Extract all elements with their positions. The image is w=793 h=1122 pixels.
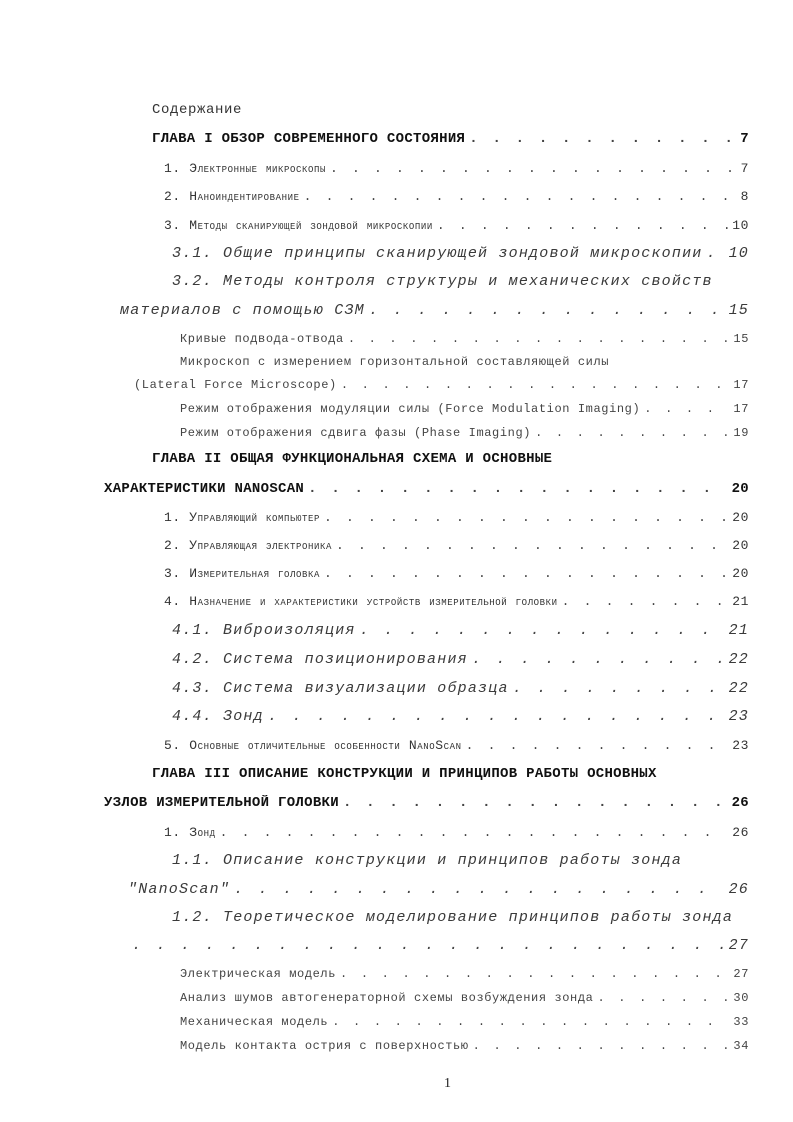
dot-leader bbox=[469, 131, 736, 147]
toc-title: Содержание bbox=[152, 102, 243, 118]
toc-entry-page: 22 bbox=[728, 680, 749, 697]
dot-leader bbox=[369, 302, 725, 319]
dot-leader bbox=[324, 510, 728, 525]
toc-entry-section[interactable] bbox=[164, 189, 749, 204]
dot-leader bbox=[473, 1039, 730, 1053]
dot-leader bbox=[268, 708, 725, 725]
toc-entry-section[interactable] bbox=[164, 218, 749, 233]
dot-leader bbox=[472, 651, 725, 668]
toc-entry-page: 26 bbox=[728, 881, 749, 898]
toc-entry-section[interactable] bbox=[164, 510, 749, 525]
toc-entry-text: "NanoScan" bbox=[128, 881, 231, 898]
toc-entry-section[interactable] bbox=[164, 825, 749, 840]
toc-entry-item-line1[interactable]: Микроскоп с измерением горизонтальной составляющей силы bbox=[180, 355, 610, 369]
toc-entry-page: 20 bbox=[732, 566, 749, 581]
dot-leader bbox=[348, 332, 730, 346]
dot-leader bbox=[466, 738, 729, 753]
toc-entry-section[interactable] bbox=[164, 566, 749, 581]
toc-entry-text: Модель контакта острия с поверхностью bbox=[180, 1039, 469, 1053]
toc-entry-page: 21 bbox=[732, 594, 749, 609]
toc-entry-page: 27 bbox=[733, 967, 749, 981]
toc-entry-page: 7 bbox=[740, 131, 749, 147]
toc-entry-subsection-line1[interactable]: 1.1. Описание конструкции и принципов работы зонда bbox=[172, 852, 683, 869]
toc-entry-subsection[interactable] bbox=[172, 245, 749, 262]
toc-entry-text: 1. Управляющий компьютер bbox=[164, 510, 321, 525]
toc-entry-text: 2. Наноиндентирование bbox=[164, 189, 300, 204]
dot-leader bbox=[324, 566, 728, 581]
dot-leader bbox=[336, 538, 728, 553]
toc-entry-section[interactable] bbox=[164, 161, 749, 176]
toc-entry-subsection[interactable] bbox=[172, 680, 749, 697]
toc-entry-text: 4. Назначение и характеристики устройств измерительной головки bbox=[164, 594, 558, 609]
dot-leader bbox=[706, 245, 724, 262]
toc-entry-text: 4.4. Зонд bbox=[172, 708, 264, 725]
dot-leader bbox=[340, 967, 729, 981]
toc-entry-text: Режим отображения модуляции силы (Force Modulation Imaging) bbox=[180, 402, 641, 416]
toc-entry-chapter-2-line1[interactable]: ГЛАВА II ОБЩАЯ ФУНКЦИОНАЛЬНАЯ СХЕМА И ОСНОВНЫЕ bbox=[152, 451, 553, 467]
toc-entry-text: 4.3. Система визуализации образца bbox=[172, 680, 509, 697]
dot-leader bbox=[513, 680, 725, 697]
dot-leader bbox=[437, 218, 728, 233]
toc-entry-page: 20 bbox=[731, 481, 749, 497]
dot-leader bbox=[234, 881, 725, 898]
toc-entry-page: 15 bbox=[733, 332, 749, 346]
toc-entry-page: 21 bbox=[728, 622, 749, 639]
toc-entry-text: 5. Основные отличительные особенности NanoScan bbox=[164, 738, 462, 753]
toc-entry-page: 34 bbox=[733, 1039, 749, 1053]
toc-entry-text: 3. Методы сканирующей зондовой микроскопии bbox=[164, 218, 433, 233]
dot-leader bbox=[304, 189, 737, 204]
toc-entry-page: 15 bbox=[728, 302, 749, 319]
toc-entry-text: (Lateral Force Microscope) bbox=[134, 378, 337, 392]
toc-entry-text: 2. Управляющая электроника bbox=[164, 538, 333, 553]
toc-entry-subsection-line1[interactable]: 1.2. Теоретическое моделирование принципов работы зонда bbox=[172, 909, 734, 926]
toc-entry-page: 17 bbox=[733, 378, 749, 392]
toc-entry-subsection-line1[interactable]: 3.2. Методы контроля структуры и механических свойств bbox=[172, 273, 713, 290]
toc-entry-page: 30 bbox=[733, 991, 749, 1005]
toc-entry-text: материалов с помощью СЗМ bbox=[120, 302, 365, 319]
dot-leader bbox=[308, 481, 727, 497]
toc-entry-section[interactable] bbox=[164, 738, 749, 753]
toc-entry-page: 20 bbox=[732, 538, 749, 553]
toc-entry-subsection[interactable] bbox=[120, 302, 749, 319]
toc-entry-chapter-3[interactable] bbox=[104, 795, 749, 811]
toc-entry-text: 4.2. Система позиционирования bbox=[172, 651, 468, 668]
toc-entry-subsection[interactable] bbox=[172, 708, 749, 725]
toc-entry-page: 10 bbox=[732, 218, 749, 233]
toc-entry-subsection-leader-line[interactable] bbox=[132, 937, 749, 954]
dot-leader bbox=[360, 622, 725, 639]
toc-entry-text: 1. Электронные микроскопы bbox=[164, 161, 327, 176]
dot-leader bbox=[644, 402, 729, 416]
toc-entry-text: 1. Зонд bbox=[164, 825, 216, 840]
toc-entry-text: Режим отображения сдвига фазы (Phase Imaging) bbox=[180, 426, 532, 440]
toc-entry-page: 7 bbox=[740, 161, 749, 176]
dot-leader bbox=[562, 594, 729, 609]
toc-entry-page: 23 bbox=[728, 708, 749, 725]
dot-leader bbox=[597, 991, 729, 1005]
toc-entry-text: 4.1. Виброизоляция bbox=[172, 622, 356, 639]
toc-entry-text: Анализ шумов автогенераторной схемы возбуждения зонда bbox=[180, 991, 594, 1005]
toc-entry-text: ХАРАКТЕРИСТИКИ NANOSCAN bbox=[104, 481, 305, 497]
toc-entry-page: 8 bbox=[740, 189, 749, 204]
toc-entry-chapter-2[interactable] bbox=[104, 481, 749, 497]
toc-entry-page: 33 bbox=[733, 1015, 749, 1029]
toc-entry-page: 22 bbox=[728, 651, 749, 668]
dot-leader bbox=[220, 825, 729, 840]
toc-entry-subsection[interactable] bbox=[172, 651, 749, 668]
toc-entry-text: 3.1. Общие принципы сканирующей зондовой микроскопии bbox=[172, 245, 703, 262]
toc-entry-chapter-1[interactable] bbox=[152, 131, 749, 147]
toc-entry-page: 23 bbox=[732, 738, 749, 753]
page-number: 1 bbox=[444, 1076, 451, 1091]
dot-leader bbox=[132, 937, 725, 954]
toc-entry-item[interactable] bbox=[134, 378, 749, 392]
toc-entry-page: 19 bbox=[733, 426, 749, 440]
toc-entry-page: 26 bbox=[732, 825, 749, 840]
toc-entry-text: Механическая модель bbox=[180, 1015, 329, 1029]
dot-leader bbox=[343, 795, 728, 811]
toc-entry-page: 17 bbox=[733, 402, 749, 416]
toc-entry-text: ГЛАВА I ОБЗОР СОВРЕМЕННОГО СОСТОЯНИЯ bbox=[152, 131, 466, 147]
dot-leader bbox=[341, 378, 730, 392]
toc-entry-page: 10 bbox=[728, 245, 749, 262]
toc-entry-item[interactable] bbox=[180, 991, 749, 1005]
toc-entry-item[interactable] bbox=[180, 426, 749, 440]
toc-entry-section[interactable] bbox=[164, 538, 749, 553]
toc-entry-subsection[interactable] bbox=[172, 622, 749, 639]
toc-entry-item[interactable] bbox=[180, 332, 749, 346]
toc-entry-item[interactable] bbox=[180, 402, 749, 416]
toc-entry-page: 26 bbox=[731, 795, 749, 811]
toc-entry-section[interactable] bbox=[164, 594, 749, 609]
dot-leader bbox=[535, 426, 729, 440]
dot-leader bbox=[330, 161, 737, 176]
toc-entry-text: 3. Измерительная головка bbox=[164, 566, 321, 581]
toc-entry-chapter-3-line1[interactable]: ГЛАВА III ОПИСАНИЕ КОНСТРУКЦИИ И ПРИНЦИПОВ РАБОТЫ ОСНОВНЫХ bbox=[152, 766, 657, 782]
toc-entry-text: УЗЛОВ ИЗМЕРИТЕЛЬНОЙ ГОЛОВКИ bbox=[104, 795, 339, 811]
toc-entry-text: Электрическая модель bbox=[180, 967, 337, 981]
toc-entry-text: Кривые подвода-отвода bbox=[180, 332, 344, 346]
toc-entry-page: 20 bbox=[732, 510, 749, 525]
toc-entry-item[interactable] bbox=[180, 1015, 749, 1029]
toc-entry-item[interactable] bbox=[180, 1039, 749, 1053]
toc-entry-subsection[interactable] bbox=[128, 881, 749, 898]
toc-entry-page: 27 bbox=[728, 937, 749, 954]
dot-leader bbox=[332, 1015, 729, 1029]
toc-entry-item[interactable] bbox=[180, 967, 749, 981]
